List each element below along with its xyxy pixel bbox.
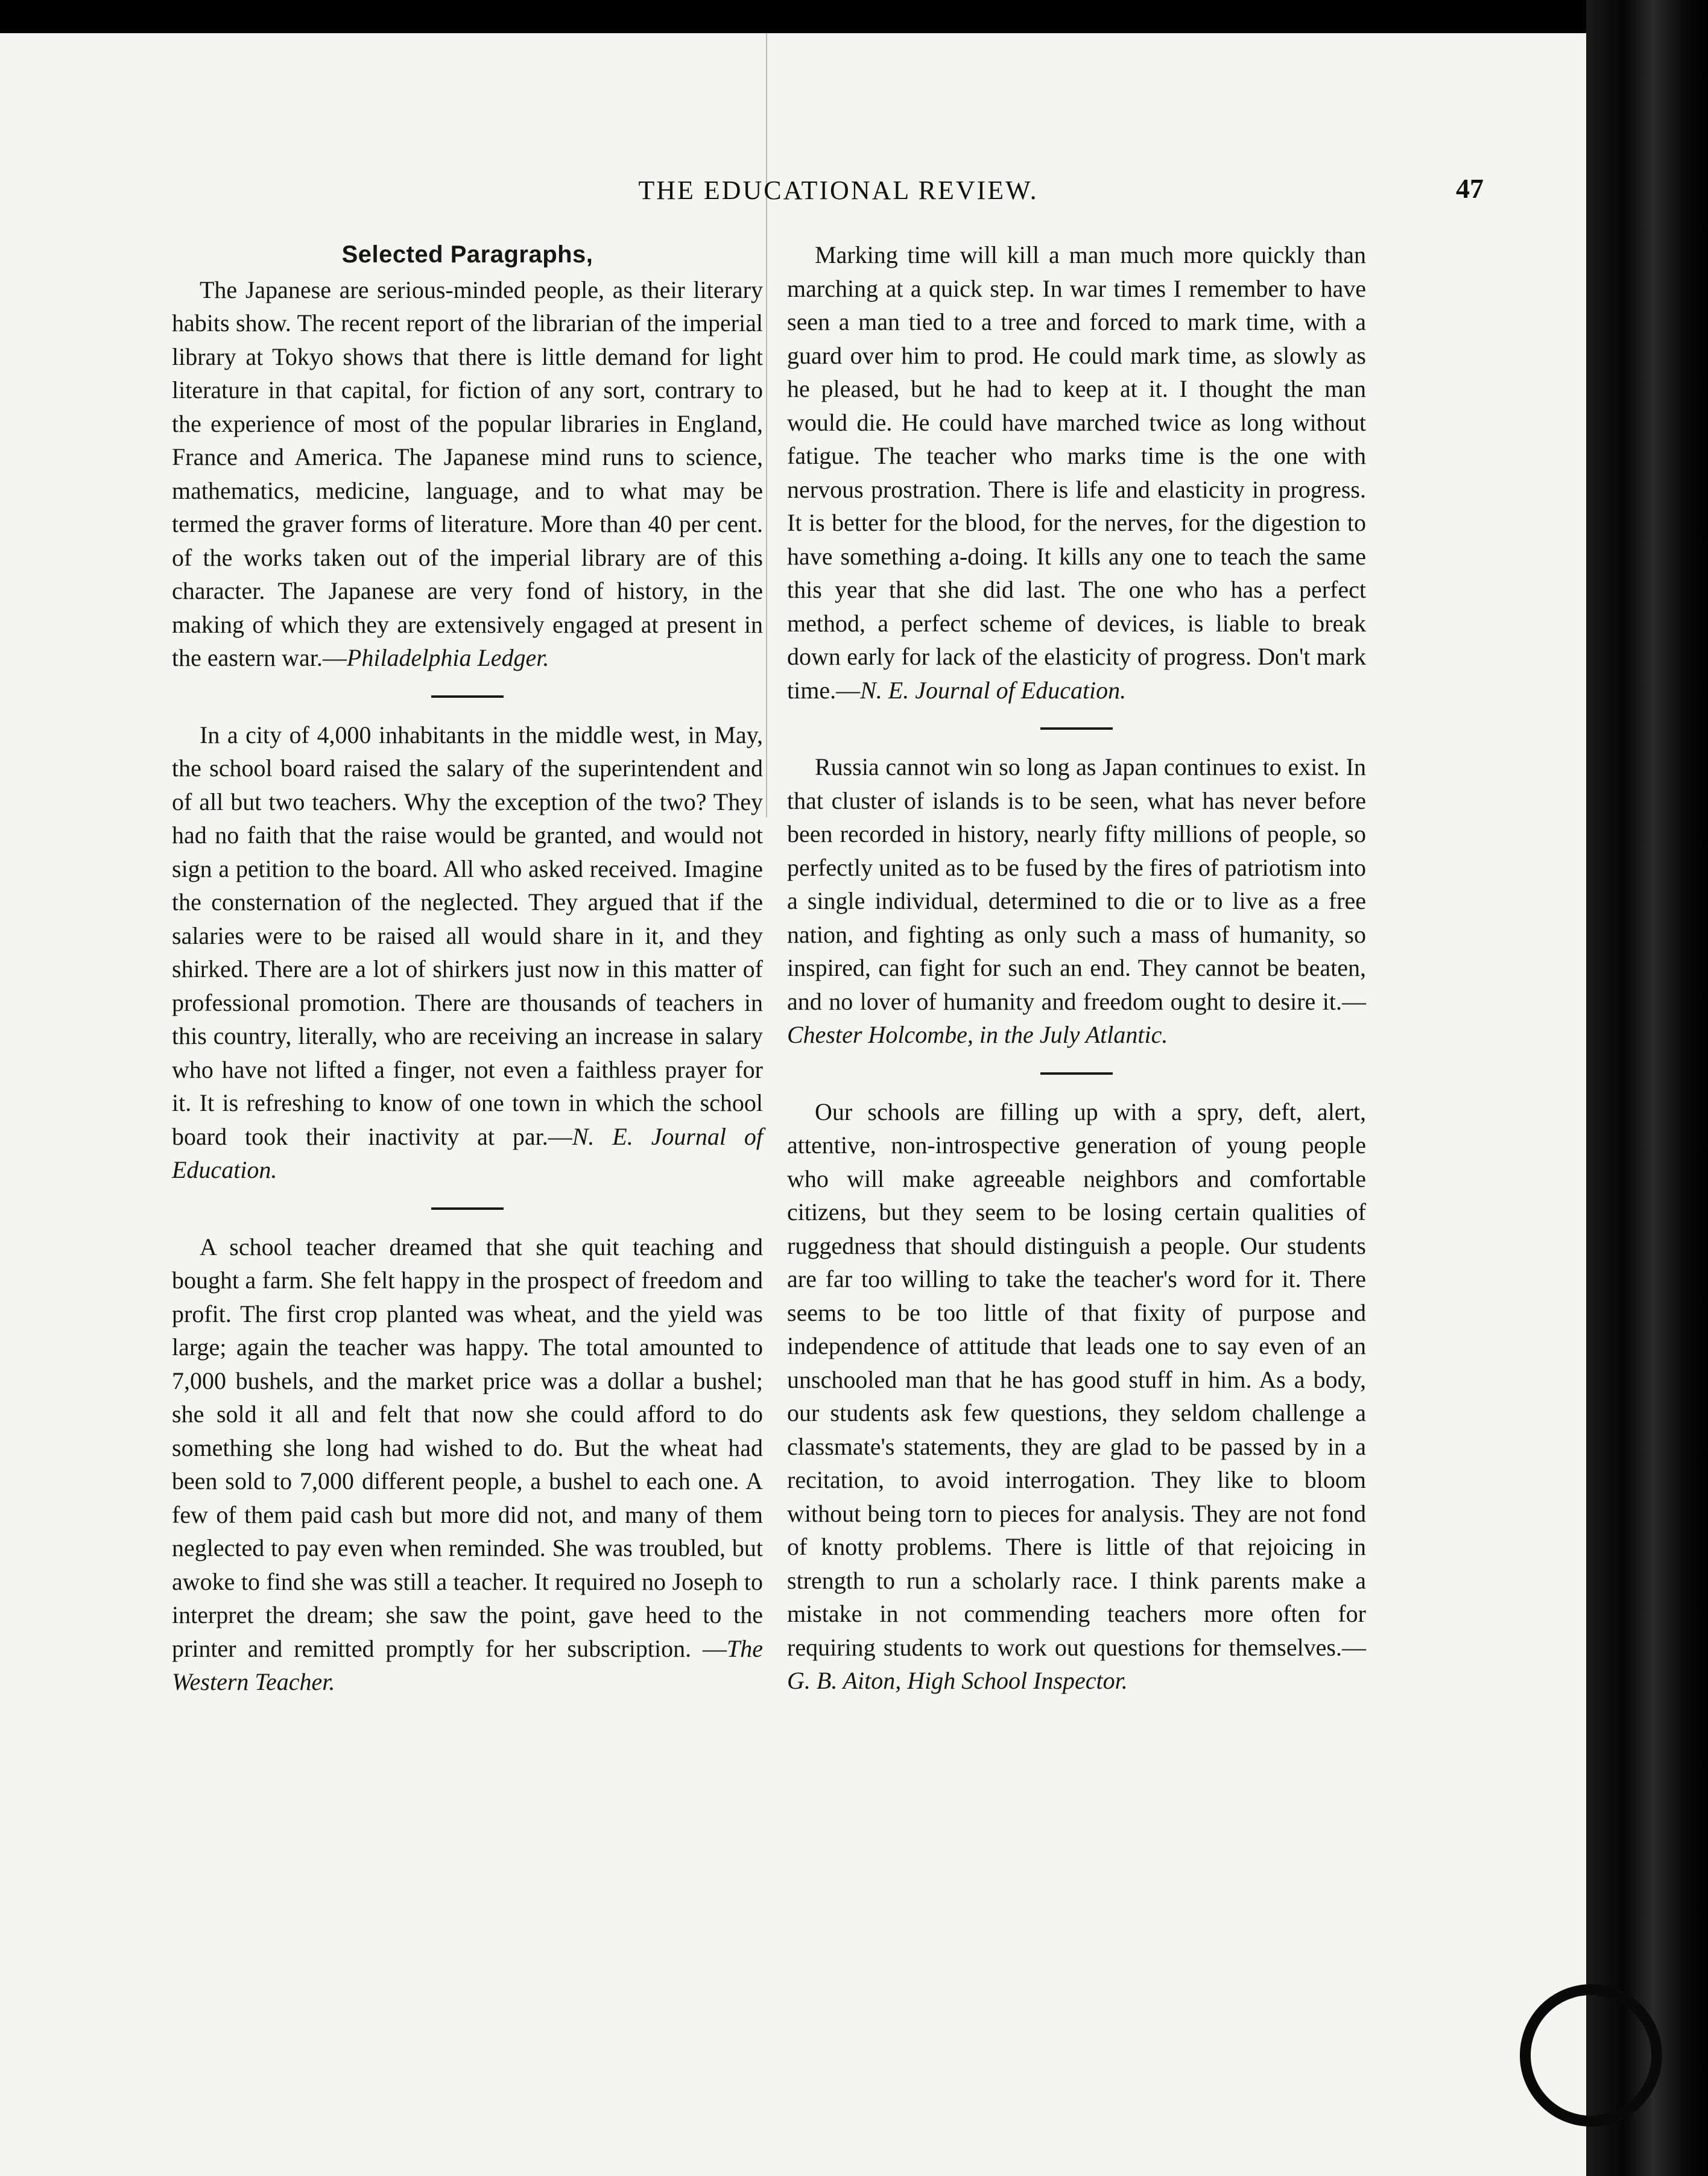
section-divider — [1040, 1072, 1113, 1075]
article-source: N. E. Journal of Education. — [172, 1122, 763, 1183]
article-text: In a city of 4,000 inhabitants in the middle west, in May, the school board raised the salary of the superintendent and of all but two teachers. Why the exception of the two? They had no faith that the raise would be granted, and would not sign a petition to the board. All who asked received. Imagine the consternation of the neglected. They argued that if the salaries were to be raised all would share in it, and they shirked. There are a lot of shirkers just now in this matter of professional promotion. There are thousands of teachers in this country, literally, who are receiving an increase in salary who have not lifted a finger, not even a faithless prayer for it. It is refreshing to know of one town in which the school board took their inactivity at par.— — [172, 721, 763, 1150]
article-text: A school teacher dreamed that she quit teaching and bought a farm. She felt happy in the prospect of freedom and profit. The first crop planted was wheat, and the yield was large; again the teacher was happy. The total amounted to 7,000 bushels, and the market price was a dollar a bushel; she sold it all and felt that now she could afford to do something she long had wished to do. But the wheat had been sold to 7,000 different people, a bushel to each one. A few of them paid cash but more did not, and many of them neglected to pay even when reminded. She was troubled, but awoke to find she was still a teacher. It required no Joseph to interpret the dream; she saw the point, gave heed to the printer and remitted promptly for her subscription. — — [172, 1233, 763, 1662]
article-source: N. E. Journal of Education. — [860, 676, 1127, 704]
page-header — [181, 175, 1496, 229]
article-paragraph — [172, 273, 763, 675]
article-source: Chester Holcombe, in the July Atlantic. — [787, 1021, 1168, 1048]
section-divider — [431, 695, 504, 698]
article-paragraph — [787, 238, 1366, 707]
page-fold-line — [766, 33, 767, 817]
running-title: THE EDUCATIONAL REVIEW. — [638, 176, 1039, 205]
article-paragraph — [787, 750, 1366, 1052]
right-column — [787, 238, 1366, 1698]
article-text: The Japanese are serious-minded people, as their literary habits show. The recent report of the librarian of the imperial library at Tokyo shows that there is little demand for light literature in that capital, for fiction of any sort, contrary to the experience of most of the popular libraries in England, France and America. The Japanese mind runs to science, mathematics, medicine, language, and to what may be termed the graver forms of literature. More than 40 per cent. of the works taken out of the imperial library are of this character. The Japanese are very fond of history, in the making of which they are extensively engaged at present in the eastern war.— — [172, 276, 763, 671]
book-binding-edge — [1586, 0, 1708, 2176]
scanned-page — [0, 33, 1586, 2176]
section-divider — [1040, 727, 1113, 730]
page-number: 47 — [1456, 173, 1484, 204]
article-paragraph — [787, 1095, 1366, 1698]
article-source: The Western Teacher. — [172, 1634, 763, 1695]
section-divider — [431, 1207, 504, 1210]
article-source: G. B. Aiton, High School Inspector. — [787, 1667, 1128, 1694]
article-source: Philadelphia Ledger. — [346, 644, 549, 671]
section-heading: Selected Paragraphs, — [341, 241, 593, 268]
page-curl-shadow — [1520, 1984, 1662, 2127]
article-text: Marking time will kill a man much more quickly than marching at a quick step. In war times I remember to have seen a man tied to a tree and forced to mark time, with a guard over him to prod. He could mark time, as slowly as he pleased, but he had to keep at it. I thought the man would die. He could have marched twice as long without fatigue. The teacher who marks time is the one with nervous prostration. There is life and elasticity in progress. It is better for the blood, for the nerves, for the digestion to have something a-doing. It kills any one to teach the same this year that she did last. The one who has a perfect method, a perfect scheme of devices, is liable to break down early for lack of the elasticity of progress. Don't mark time.— — [787, 241, 1366, 704]
article-text: Russia cannot win so long as Japan continues to exist. In that cluster of islands is to be seen, what has never before been recorded in history, nearly fifty millions of people, so perfectly united as to be fused by the fires of patriotism into a single individual, determined to die or to live as a free nation, and fighting as only such a mass of humanity, so inspired, can fight for such an end. They cannot be beaten, and no lover of humanity and freedom ought to desire it.— — [787, 753, 1366, 1015]
article-paragraph — [172, 718, 763, 1187]
article-text: Our schools are filling up with a spry, deft, alert, attentive, non-introspective generation of young people who will make agreeable neighbors and comfortable citizens, but they seem to be losing certain qualities of ruggedness that should distinguish a people. Our students are far too willing to take the teacher's word for it. There seems to be too little of that fixity of purpose and independence of attitude that leads one to say even of an unschooled man that he has good stuff in him. As a body, our students ask few questions, they seldom challenge a classmate's statements, they are glad to be passed by in a recitation, to avoid interrogation. They like to bloom without being torn to pieces for analysis. They are not fond of knotty problems. There is little of that rejoicing in strength to run a scholarly race. I think parents make a mistake in not commending teachers more often for requiring students to work out questions for themselves.— — [787, 1098, 1366, 1661]
article-paragraph — [172, 1230, 763, 1699]
left-column — [172, 238, 763, 1699]
